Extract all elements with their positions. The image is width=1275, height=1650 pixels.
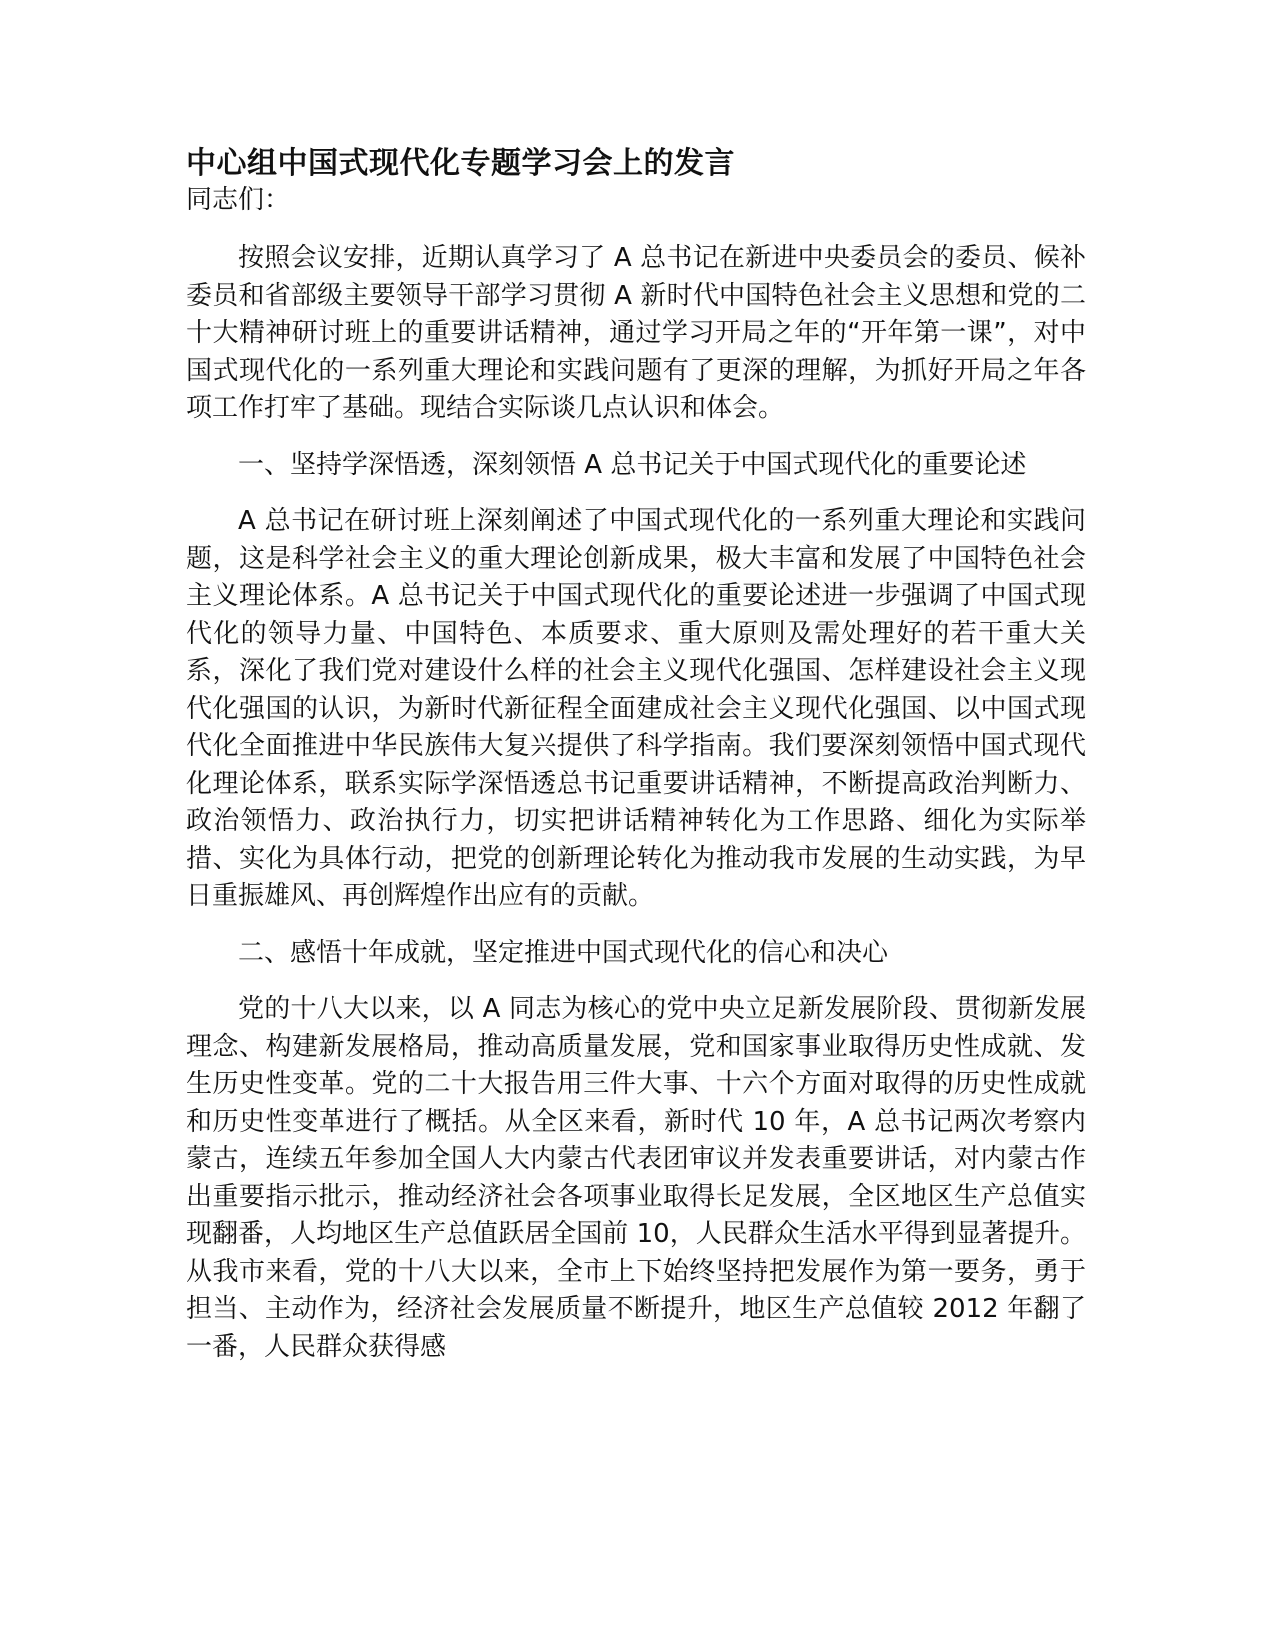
salutation: 同志们： xyxy=(186,185,291,215)
paragraph-section-1: A 总书记在研讨班上深刻阐述了中国式现代化的一系列重大理论和实践问题，这是科学社会主义的重大理论创新成果，极大丰富和发展了中国特色社会主义理论体系。A 总书记关于中国式现代化的重要论述进一步强调了中国式现代化的领导力量、中国特色、本质要求、重大原则及需处理好的若干重大关系，深化了我们党对建设什么样的社会主义现代化强国、怎样建设社会主义现代化强国的认识，为新时代新征程全面建成社会主义现代化强国、以中国式现代化全面推进中华民族伟大复兴提供了科学指南。我们要深刻领悟中国式现代化理论体系，联系实际学深悟透总书记重要讲话精神，不断提高政治判断力、政治领悟力、政治执行力，切实把讲话精神转化为工作思路、细化为实际举措、实化为具体行动，把党的创新理论转化为推动我市发展的生动实践，为早日重振雄风、再创辉煌作出应有的贡献。 xyxy=(186,506,1086,911)
document-title: 中心组中国式现代化专题学习会上的发言 xyxy=(186,146,735,181)
paragraph-section-2: 党的十八大以来，以 A 同志为核心的党中央立足新发展阶段、贯彻新发展理念、构建新发展格局，推动高质量发展，党和国家事业取得历史性成就、发生历史性变革。党的二十大报告用三件大事、十六个方面对取得的历史性成就和历史性变革进行了概括。从全区来看，新时代 10 年，A 总书记两次考察内蒙古，连续五年参加全国人大内蒙古代表团审议并发表重要讲话，对内蒙古作出重要指示批示，推动经济社会各项事业取得长足发展，全区地区生产总值实现翻番，人均地区生产总值跃居全国前 10，人民群众生活水平得到显著提升。从我市来看，党的十八大以来，全市上下始终坚持把发展作为第一要务，勇于担当、主动作为，经济社会发展质量不断提升，地区生产总值较 2012 年翻了一番，人民群众获得感 xyxy=(186,994,1086,1362)
section-heading-2: 二、感悟十年成就，坚定推进中国式现代化的信心和决心 xyxy=(238,937,889,968)
paragraph-intro: 按照会议安排，近期认真学习了 A 总书记在新进中央委员会的委员、候补委员和省部级主要领导干部学习贯彻 A 新时代中国特色社会主义思想和党的二十大精神研讨班上的重要讲话精神，通过学习开局之年的“开年第一课”，对中国式现代化的一系列重大理论和实践问题有了更深的理解，为抓好开局之年各项工作打牢了基础。现结合实际谈几点认识和体会。 xyxy=(186,243,1086,423)
document-body xyxy=(186,146,1086,1385)
section-heading-1: 一、坚持学深悟透，深刻领悟 A 总书记关于中国式现代化的重要论述 xyxy=(238,449,1027,480)
